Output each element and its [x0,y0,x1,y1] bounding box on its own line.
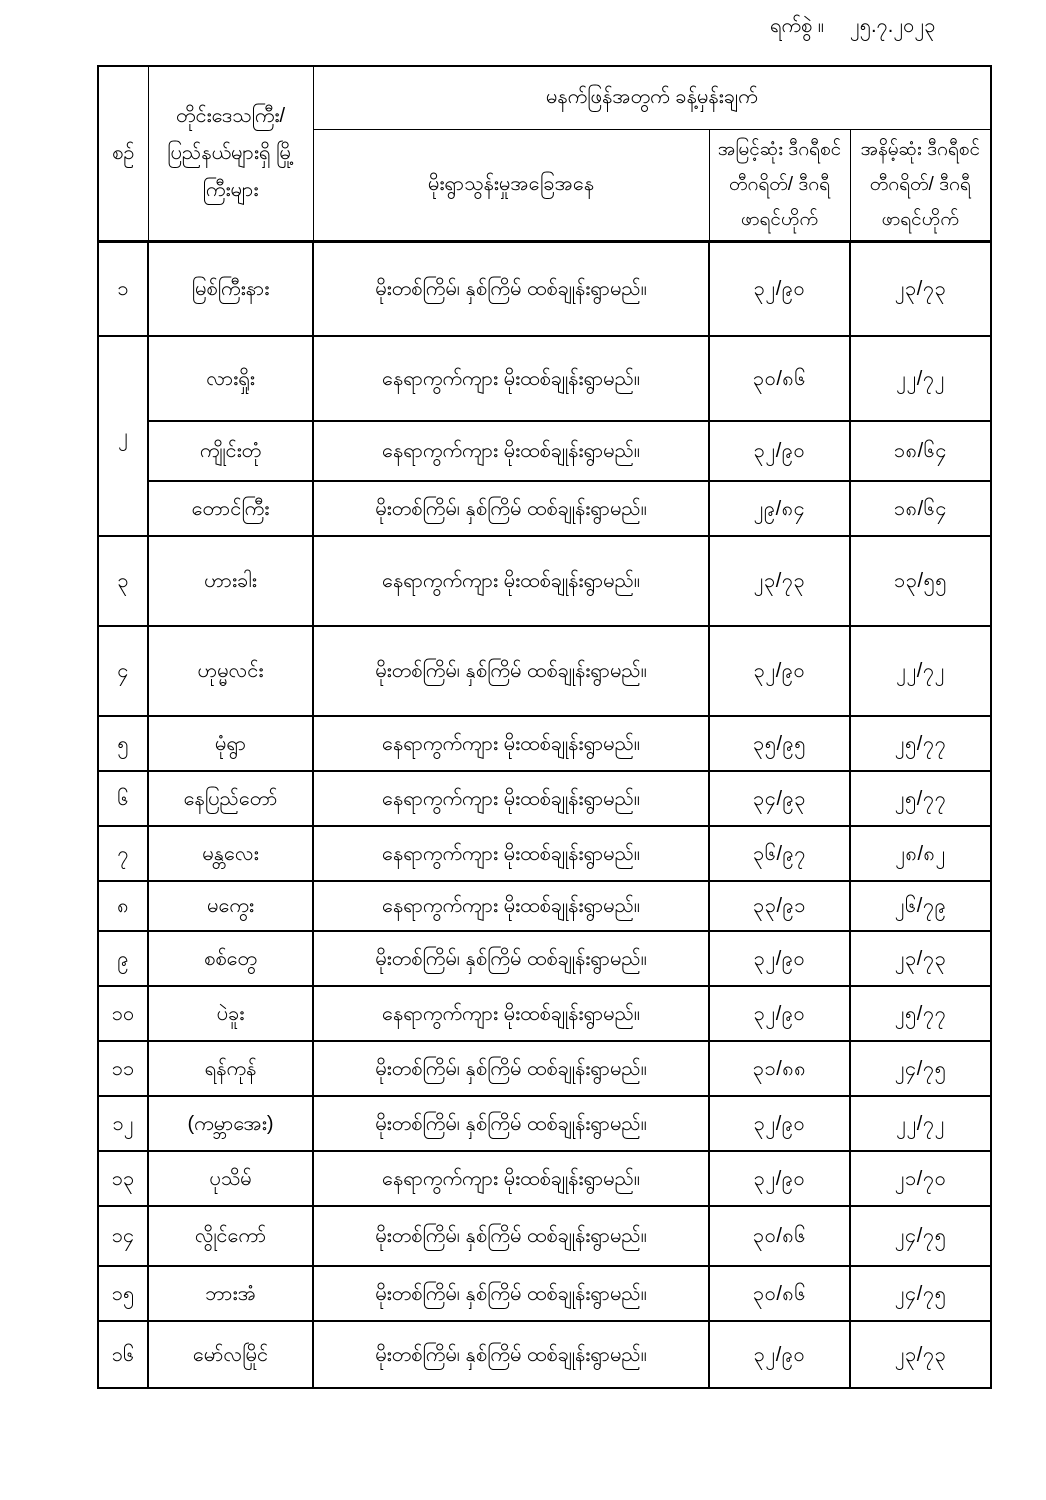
city-cell: မကွေး [148,881,313,931]
min-temp-cell: ၂၅/၇၇ [850,771,991,826]
date-value: ၂၅.၇.၂၀၂၃ [849,15,936,37]
condition-cell: နေရာကွက်ကျား မိုးထစ်ချုန်းရွာမည်။ [313,1151,709,1206]
serial-cell: ၁၄ [98,1206,148,1266]
date-label: ရက်စွဲ ။ [770,15,824,37]
condition-cell: နေရာကွက်ကျား မိုးထစ်ချုန်းရွာမည်။ [313,421,709,481]
max-temp-cell: ၃၆/၉၇ [709,826,850,881]
date-line [770,12,936,42]
serial-cell: ၁၅ [98,1266,148,1321]
cities-header: တိုင်းဒေသကြီး/ ပြည်နယ်များရှိ မြို့ကြီးများ [148,66,313,241]
table-row [98,421,991,481]
condition-cell: နေရာကွက်ကျား မိုးထစ်ချုန်းရွာမည်။ [313,881,709,931]
forecast-table [97,65,992,1389]
header-row-top [98,66,991,129]
condition-header: မိုးရွာသွန်းမှုအခြေအနေ [313,129,709,241]
min-temp-cell: ၂၅/၇၇ [850,986,991,1041]
city-cell: (ကမ္ဘာအေး) [148,1096,313,1151]
city-cell: မြစ်ကြီးနား [148,241,313,336]
max-temp-cell: ၃၄/၉၃ [709,771,850,826]
min-temp-cell: ၂၄/၇၅ [850,1266,991,1321]
city-cell: စစ်တွေ [148,931,313,986]
table-row [98,826,991,881]
max-temp-cell: ၃၀/၈၆ [709,336,850,421]
table-row [98,1151,991,1206]
city-cell: ပုသိမ် [148,1151,313,1206]
city-cell: ပဲခူး [148,986,313,1041]
max-temp-cell: ၃၂/၉၀ [709,626,850,716]
min-temp-cell: ၂၆/၇၉ [850,881,991,931]
serial-cell: ၁၃ [98,1151,148,1206]
city-cell: မန္တလေး [148,826,313,881]
table-row [98,1321,991,1388]
serial-cell: ၆ [98,771,148,826]
max-temp-cell: ၃၀/၈၆ [709,1206,850,1266]
table-row [98,986,991,1041]
serial-cell: ၁၀ [98,986,148,1041]
min-temp-cell: ၂၂/၇၂ [850,1096,991,1151]
max-temp-header: အမြင့်ဆုံး ဒီဂရီစင်တီဂရိတ်/ ဒီဂရီဖာရင်ဟိုက် [709,129,850,241]
serial-cell: ၁ [98,241,148,336]
condition-cell: နေရာကွက်ကျား မိုးထစ်ချုန်းရွာမည်။ [313,986,709,1041]
min-temp-cell: ၂၁/၇၀ [850,1151,991,1206]
table-row [98,1041,991,1096]
condition-cell: နေရာကွက်ကျား မိုးထစ်ချုန်းရွာမည်။ [313,536,709,626]
table-row [98,481,991,536]
max-temp-cell: ၃၂/၉၀ [709,931,850,986]
min-temp-cell: ၂၄/၇၅ [850,1206,991,1266]
min-temp-cell: ၁၈/၆၄ [850,481,991,536]
serial-cell: ၁၂ [98,1096,148,1151]
max-temp-cell: ၃၂/၉၀ [709,986,850,1041]
condition-cell: မိုးတစ်ကြိမ်၊ နှစ်ကြိမ် ထစ်ချုန်းရွာမည်။ [313,1321,709,1388]
serial-cell: ၅ [98,716,148,771]
city-cell: တောင်ကြီး [148,481,313,536]
condition-cell: နေရာကွက်ကျား မိုးထစ်ချုန်းရွာမည်။ [313,826,709,881]
min-temp-cell: ၂၄/၇၅ [850,1041,991,1096]
max-temp-cell: ၃၅/၉၅ [709,716,850,771]
table-row [98,336,991,421]
condition-cell: နေရာကွက်ကျား မိုးထစ်ချုန်းရွာမည်။ [313,716,709,771]
min-temp-cell: ၂၈/၈၂ [850,826,991,881]
serial-cell: ၉ [98,931,148,986]
min-temp-header: အနိမ့်ဆုံး ဒီဂရီစင်တီဂရိတ်/ ဒီဂရီဖာရင်ဟိုက် [850,129,991,241]
table-row [98,1266,991,1321]
max-temp-cell: ၃၂/၉၀ [709,241,850,336]
condition-cell: မိုးတစ်ကြိမ်၊ နှစ်ကြိမ် ထစ်ချုန်းရွာမည်။ [313,1041,709,1096]
min-temp-cell: ၂၃/၇၃ [850,241,991,336]
table-row [98,241,991,336]
table-row [98,771,991,826]
condition-cell: မိုးတစ်ကြိမ်၊ နှစ်ကြိမ် ထစ်ချုန်းရွာမည်။ [313,626,709,716]
min-temp-cell: ၂၃/၇၃ [850,1321,991,1388]
serial-cell: ၄ [98,626,148,716]
city-cell: ရန်ကုန် [148,1041,313,1096]
serial-cell: ၁၁ [98,1041,148,1096]
city-cell: မော်လမြိုင် [148,1321,313,1388]
city-cell: ဟုမ္မလင်း [148,626,313,716]
city-cell: ကျိုင်းတုံ [148,421,313,481]
serial-cell: ၁၆ [98,1321,148,1388]
serial-cell: ၂ [98,336,148,536]
city-cell: နေပြည်တော် [148,771,313,826]
max-temp-cell: ၂၃/၇၃ [709,536,850,626]
table-row [98,536,991,626]
condition-cell: မိုးတစ်ကြိမ်၊ နှစ်ကြိမ် ထစ်ချုန်းရွာမည်။ [313,1206,709,1266]
min-temp-cell: ၂၅/၇၇ [850,716,991,771]
serial-cell: ၈ [98,881,148,931]
max-temp-cell: ၃၂/၉၀ [709,1096,850,1151]
city-cell: ဟားခါး [148,536,313,626]
city-cell: လားရှိုး [148,336,313,421]
table-row [98,1206,991,1266]
max-temp-cell: ၃၁/၈၈ [709,1041,850,1096]
condition-cell: မိုးတစ်ကြိမ်၊ နှစ်ကြိမ် ထစ်ချုန်းရွာမည်။ [313,1096,709,1151]
city-cell: ဘားအံ [148,1266,313,1321]
max-temp-cell: ၃၂/၉၀ [709,421,850,481]
max-temp-cell: ၃၀/၈၆ [709,1266,850,1321]
condition-cell: မိုးတစ်ကြိမ်၊ နှစ်ကြိမ် ထစ်ချုန်းရွာမည်။ [313,241,709,336]
min-temp-cell: ၁၃/၅၅ [850,536,991,626]
max-temp-cell: ၃၂/၉၀ [709,1321,850,1388]
condition-cell: မိုးတစ်ကြိမ်၊ နှစ်ကြိမ် ထစ်ချုန်းရွာမည်။ [313,1266,709,1321]
table-row [98,1096,991,1151]
min-temp-cell: ၁၈/၆၄ [850,421,991,481]
serial-header: စဉ် [98,66,148,241]
table-row [98,881,991,931]
table-row [98,931,991,986]
max-temp-cell: ၂၉/၈၄ [709,481,850,536]
table-row [98,716,991,771]
city-cell: မုံရွာ [148,716,313,771]
condition-cell: နေရာကွက်ကျား မိုးထစ်ချုန်းရွာမည်။ [313,771,709,826]
table-row [98,626,991,716]
forecast-span-header: မနက်ဖြန်အတွက် ခန့်မှန်းချက် [313,66,991,129]
serial-cell: ၃ [98,536,148,626]
max-temp-cell: ၃၂/၉၀ [709,1151,850,1206]
condition-cell: နေရာကွက်ကျား မိုးထစ်ချုန်းရွာမည်။ [313,336,709,421]
condition-cell: မိုးတစ်ကြိမ်၊ နှစ်ကြိမ် ထစ်ချုန်းရွာမည်။ [313,931,709,986]
min-temp-cell: ၂၂/၇၂ [850,626,991,716]
city-cell: လွိုင်ကော် [148,1206,313,1266]
min-temp-cell: ၂၃/၇၃ [850,931,991,986]
min-temp-cell: ၂၂/၇၂ [850,336,991,421]
condition-cell: မိုးတစ်ကြိမ်၊ နှစ်ကြိမ် ထစ်ချုန်းရွာမည်။ [313,481,709,536]
serial-cell: ၇ [98,826,148,881]
max-temp-cell: ၃၃/၉၁ [709,881,850,931]
